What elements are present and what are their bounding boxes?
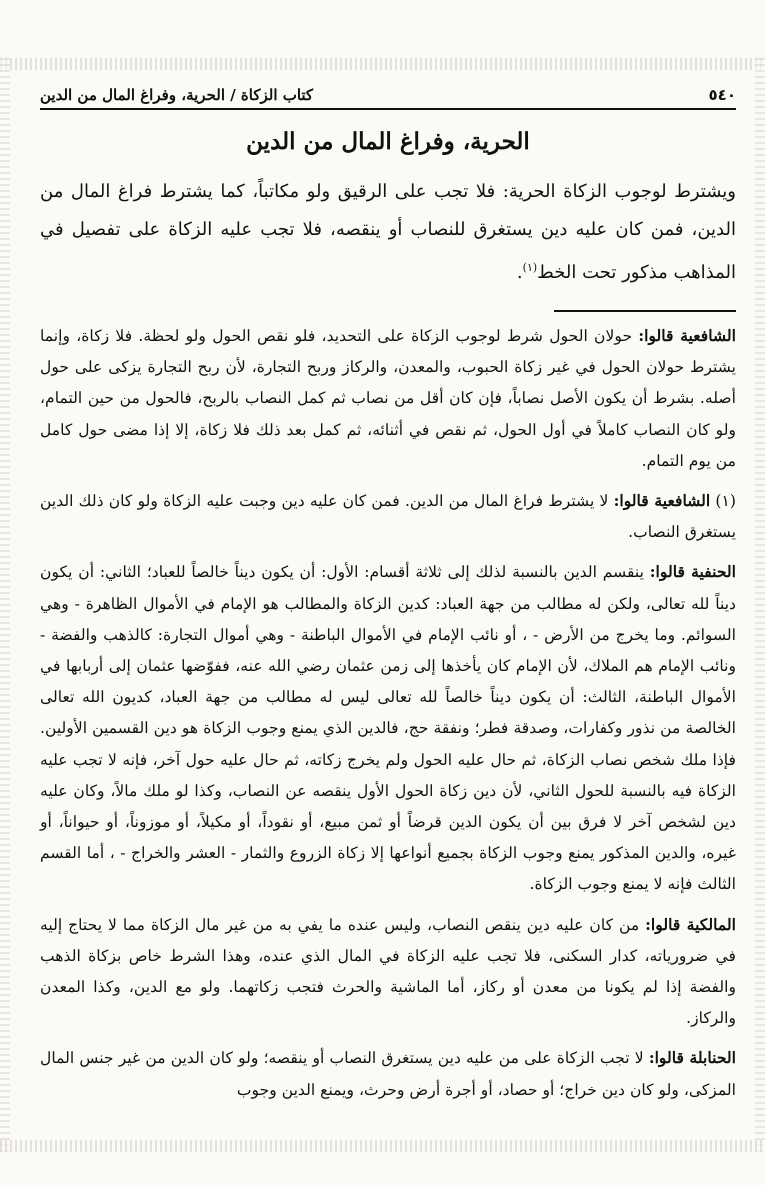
footnote-marker: (١): [715, 492, 736, 511]
main-paragraph: [40, 173, 736, 292]
main-paragraph-text: ويشترط لوجوب الزكاة الحرية: فلا تجب على الرقيق ولو مكاتباً، كما يشترط فراغ المال من الدين، فمن كان عليه دين يستغرق للنصاب أو ينقصه، فلا تجب عليه الزكاة على تفصيل في المذاهب مذكور تحت الخط: [40, 181, 736, 283]
footnote-text: من كان عليه دين ينقص النصاب، وليس عنده ما يفي به من غير مال الزكاة مما لا يحتاج إليه في ضرورياته، كدار السكنى، فلا تجب عليه الزكاة في المال الذي عنده، وهذا الشرط خاص بزكاة الذهب والفضة إذا لم يكونا من معدن أو ركاز، أما الماشية والحرث فتجب زكاتهما. ولو مع الدين، وكذا المعدن والركاز.: [40, 915, 736, 1028]
footnote-hanafi: [40, 556, 736, 900]
chapter-title: الحرية، وفراغ المال من الدين: [246, 128, 530, 155]
footnote-text: لا تجب الزكاة على من عليه دين يستغرق النصاب أو ينقصه؛ ولو كان الدين من غير جنس المال المزكى، ولو كان دين خراج؛ أو حصاد، أو أجرة أرض وحرث، ويمنع الدين وجوب: [40, 1049, 736, 1099]
footnote-label: المالكية قالوا:: [645, 914, 736, 934]
footnote-text: لا يشترط فراغ المال من الدين. فمن كان عليه دين وجبت عليه الزكاة ولو كان ذلك الدين يستغرق النصاب.: [40, 492, 736, 542]
footnote-label: الشافعية قالوا:: [638, 326, 736, 345]
footnote-text: حولان الحول شرط لوجوب الزكاة على التحديد، فلو نقص الحول ولو لحظة. فلا زكاة، وإنما يشترط حولان الحول في غير زكاة الحبوب، والمعدن، والركاز وربح التجارة، لأن ربح التجارة يزكى على حول أصله. بشرط أن يكون الأصل نصاباً، فإن كان أقل من نصاب ثم كمل النصاب بالربح، فالحول من حين التمام، ولو كان النصاب كاملاً في أول الحول، ثم نقص في أثنائه، ثم كمل بعد ذلك فلا زكاة، إلا إذا مضى حول كامل من يوم التمام.: [40, 327, 736, 470]
footnote-label: الشافعية قالوا:: [613, 491, 711, 511]
running-title: كتاب الزكاة / الحرية، وفراغ المال من الدين: [40, 86, 314, 104]
footnote-hanbali: [40, 1042, 736, 1105]
footnote-text: ينقسم الدين بالنسبة لذلك إلى ثلاثة أقسام: الأول: أن يكون ديناً خالصاً للعباد؛ الثاني: أن يكون ديناً لله تعالى، ولكن له مطالب من جهة العباد: كدين الزكاة والمطالب هو الإمام في الأموال الظاهرة - وهي السوائم. وما يخرج من الأرض - ، أو نائب الإمام في الأموال الباطنة - وهي أموال التجارة: كالذهب والفضة - ونائب الإمام هم الملاك، لأن الإمام كان يأخذها إلى زمن عثمان رضي الله عنه، ففوّضها عثمان إلى أربابها في الأموال الباطنة، الثالث: أن يكون ديناً خالصاً لله تعالى ليس له مطالب من جهة العباد، كديون الله تعالى الخالصة من نذور وكفارات، وصدقة فطر؛ ونفقة حج، فالدين الذي يمنع وجوب الزكاة هو دين القسمين الأولين. فإذا ملك شخص نصاب الزكاة، ثم حال عليه الحول ولم يخرج زكاته، ثم حال عليه حول آخر، فإنه لا تجب عليه الزكاة فيه بالنسبة للحول الثاني، لأن دين زكاة الحول الأول ينقصه عن النصاب، وكذا لو ملك مالاً، وكان عليه دين لشخص آخر لا فرق بين أن يكون الدين قرضاً أو ثمن مبيع، أو نقوداً، أو مكيلاً، أو موزوناً، أو حيواناً، أو غيره، والدين المذكور يمنع وجوب الزكاة بجميع أنواعها إلا زكاة الزروع والثمار - العشر والخراج - ، أما القسم الثالث فإنه لا يمنع وجوب الزكاة.: [40, 563, 736, 894]
footnote-label: الحنابلة قالوا:: [648, 1048, 737, 1068]
footnotes: [40, 320, 736, 1106]
footnote-shafii-debt: [40, 485, 736, 548]
page-left-border: [0, 58, 10, 1152]
book-page: [40, 86, 736, 1114]
footnote-label: الحنفية قالوا:: [649, 562, 736, 582]
main-paragraph-tail: .: [516, 262, 523, 283]
page-right-border: [755, 58, 765, 1152]
running-header: [40, 86, 736, 110]
footnote-maliki: [40, 909, 736, 1035]
page-bottom-border: [0, 1140, 765, 1152]
footnote-reference: (١): [522, 261, 538, 274]
footnote-separator: [554, 310, 736, 312]
page-number: ٥٤٠: [708, 86, 736, 104]
footnote-shafii-hawl: [40, 320, 736, 477]
page-top-border: [0, 58, 765, 70]
